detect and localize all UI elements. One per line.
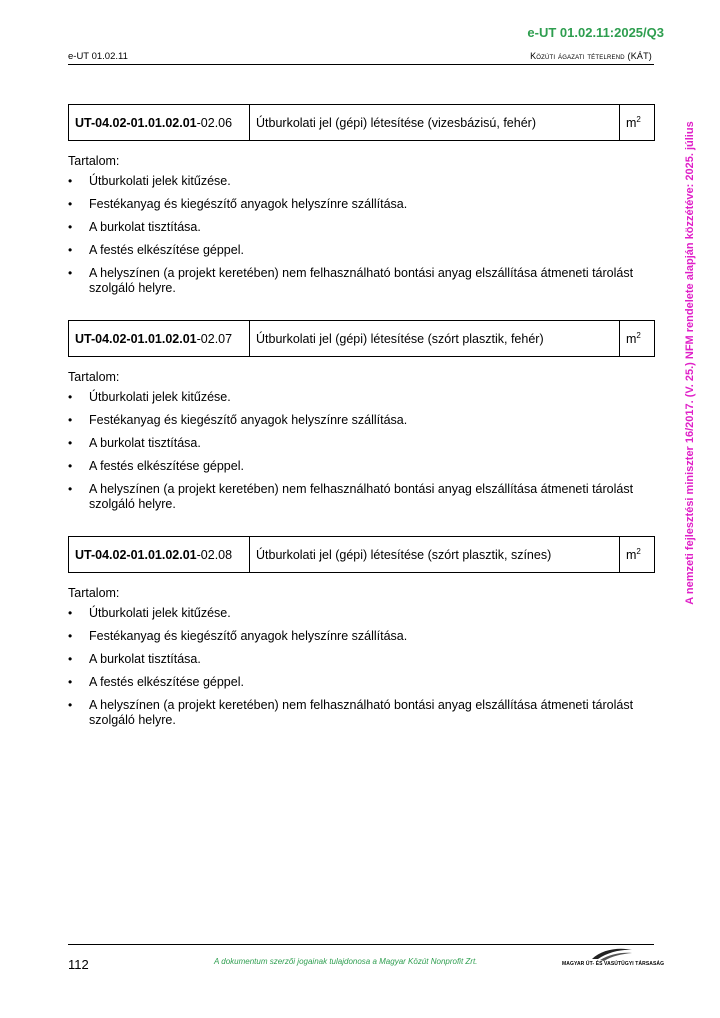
list-item xyxy=(68,652,634,667)
item-unit-base: m xyxy=(626,548,637,563)
item-section xyxy=(68,320,660,512)
list-item-text: Útburkolati jelek kitűzése. xyxy=(89,390,231,404)
bullet-icon: • xyxy=(68,652,73,666)
publication-notice-text: A nemzeti fejlesztési miniszter 16/2017. (V. 25.) NFM rendelete alapján közzétéve: 2025. július xyxy=(684,121,696,605)
content-list xyxy=(68,606,660,728)
bullet-icon: • xyxy=(68,390,73,404)
logo-text: MAGYAR ÚT- ÉS VASÚTÜGYI TÁRSASÁG xyxy=(562,961,665,967)
bullet-icon: • xyxy=(68,629,73,643)
bullet-icon: • xyxy=(68,174,73,188)
list-item-text: Útburkolati jelek kitűzése. xyxy=(89,174,231,188)
list-item xyxy=(68,459,634,474)
item-code-cell xyxy=(69,537,250,573)
content-label: Tartalom: xyxy=(68,370,120,384)
content-list xyxy=(68,390,660,512)
item-code-suffix: -02.07 xyxy=(196,331,233,346)
content-list xyxy=(68,174,660,296)
list-item xyxy=(68,606,634,621)
item-header-row xyxy=(69,105,655,141)
list-item-text: Festékanyag és kiegészítő anyagok helyszínre szállítása. xyxy=(89,629,408,643)
list-item xyxy=(68,174,634,189)
list-item xyxy=(68,220,634,235)
list-item-text: Útburkolati jelek kitűzése. xyxy=(89,606,231,620)
content-label: Tartalom: xyxy=(68,154,120,168)
item-title-cell: Útburkolati jel (gépi) létesítése (vizesbázisú, fehér) xyxy=(250,105,620,141)
list-item xyxy=(68,675,634,690)
document-body xyxy=(68,104,660,752)
item-title-cell: Útburkolati jel (gépi) létesítése (szórt plasztik, színes) xyxy=(250,537,620,573)
list-item xyxy=(68,482,634,512)
list-item-text: A helyszínen (a projekt keretében) nem felhasználható bontási anyag elszállítása átmeneti tárolást szolgáló helyre. xyxy=(89,698,634,727)
list-item-text: A festés elkészítése géppel. xyxy=(89,675,244,689)
list-item-text: Festékanyag és kiegészítő anyagok helyszínre szállítása. xyxy=(89,197,408,211)
item-header-table xyxy=(68,320,655,357)
header-right-label: Közúti ágazati tételrend (KÁT) xyxy=(530,51,652,61)
list-item-text: Festékanyag és kiegészítő anyagok helyszínre szállítása. xyxy=(89,413,408,427)
list-item xyxy=(68,436,634,451)
bullet-icon: • xyxy=(68,606,73,620)
item-section xyxy=(68,104,660,296)
list-item-text: A burkolat tisztítása. xyxy=(89,436,201,450)
list-item xyxy=(68,629,634,644)
bullet-icon: • xyxy=(68,436,73,450)
item-unit-exponent: 2 xyxy=(636,330,641,340)
item-code-bold: UT-04.02-01.01.02.01 xyxy=(75,547,197,562)
page-number: 112 xyxy=(68,957,89,972)
publisher-logo xyxy=(562,946,665,972)
list-item xyxy=(68,266,634,296)
list-item xyxy=(68,413,634,428)
item-unit-cell xyxy=(620,321,655,357)
bullet-icon: • xyxy=(68,197,73,211)
list-item xyxy=(68,698,634,728)
list-item-text: A helyszínen (a projekt keretében) nem felhasználható bontási anyag elszállítása átmeneti tárolást szolgáló helyre. xyxy=(89,482,634,511)
item-unit-base: m xyxy=(626,332,637,347)
item-unit-base: m xyxy=(626,116,637,131)
document-code: e-UT 01.02.11:2025/Q3 xyxy=(527,25,664,40)
bullet-icon: • xyxy=(68,243,73,257)
list-item-text: A festés elkészítése géppel. xyxy=(89,243,244,257)
bullet-icon: • xyxy=(68,413,73,427)
bullet-icon: • xyxy=(68,698,73,712)
item-section xyxy=(68,536,660,728)
header-divider xyxy=(68,64,654,65)
item-unit-cell xyxy=(620,537,655,573)
list-item xyxy=(68,390,634,405)
item-unit-exponent: 2 xyxy=(636,114,641,124)
bullet-icon: • xyxy=(68,266,73,280)
bullet-icon: • xyxy=(68,459,73,473)
header-left-label: e-UT 01.02.11 xyxy=(68,51,128,62)
publication-notice xyxy=(684,96,696,630)
list-item xyxy=(68,243,634,258)
list-item-text: A helyszínen (a projekt keretében) nem felhasználható bontási anyag elszállítása átmeneti tárolást szolgáló helyre. xyxy=(89,266,634,295)
item-header-table xyxy=(68,536,655,573)
list-item-text: A burkolat tisztítása. xyxy=(89,652,201,666)
bullet-icon: • xyxy=(68,482,73,496)
item-code-suffix: -02.06 xyxy=(196,115,233,130)
item-unit-exponent: 2 xyxy=(636,546,641,556)
list-item xyxy=(68,197,634,212)
content-label: Tartalom: xyxy=(68,586,120,600)
swoosh-logo-icon xyxy=(562,946,656,962)
item-unit-cell xyxy=(620,105,655,141)
bullet-icon: • xyxy=(68,220,73,234)
list-item-text: A festés elkészítése géppel. xyxy=(89,459,244,473)
bullet-icon: • xyxy=(68,675,73,689)
item-header-row xyxy=(69,321,655,357)
item-header-row xyxy=(69,537,655,573)
item-title-cell: Útburkolati jel (gépi) létesítése (szórt plasztik, fehér) xyxy=(250,321,620,357)
item-code-suffix: -02.08 xyxy=(196,547,233,562)
item-code-cell xyxy=(69,321,250,357)
item-code-bold: UT-04.02-01.01.02.01 xyxy=(75,331,197,346)
item-header-table xyxy=(68,104,655,141)
item-code-bold: UT-04.02-01.01.02.01 xyxy=(75,115,197,130)
list-item-text: A burkolat tisztítása. xyxy=(89,220,201,234)
footer-divider xyxy=(68,944,654,945)
item-code-cell xyxy=(69,105,250,141)
copyright-note: A dokumentum szerzői jogainak tulajdonosa a Magyar Közút Nonprofit Zrt. xyxy=(214,957,478,966)
